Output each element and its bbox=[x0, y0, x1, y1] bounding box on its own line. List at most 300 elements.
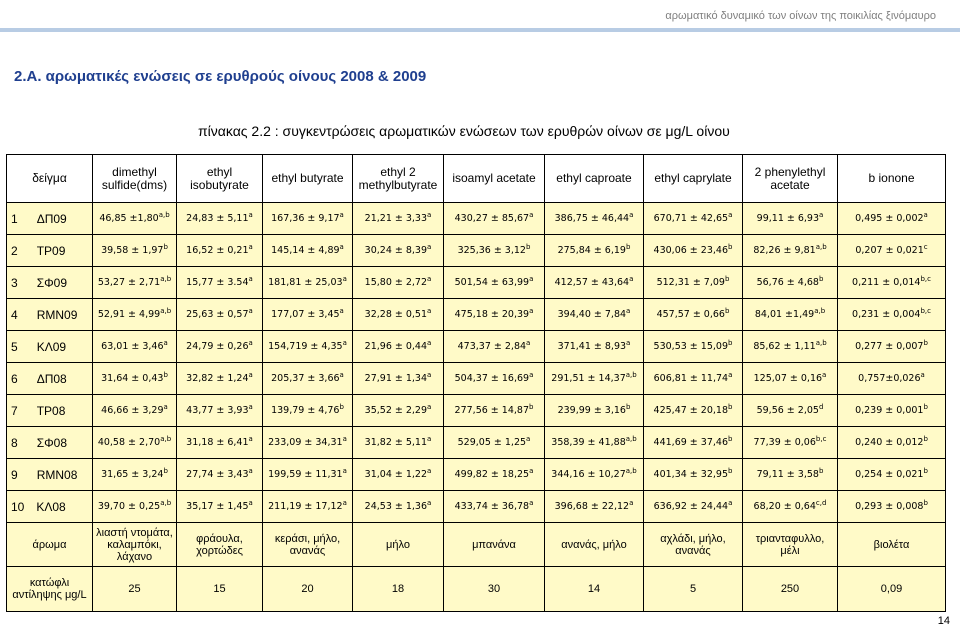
significance-letters: a bbox=[526, 338, 531, 347]
table-row bbox=[7, 459, 946, 491]
significance-letters: b bbox=[727, 466, 733, 475]
threshold-value: 14 bbox=[545, 567, 644, 612]
value-mean-sd: 606,81 ± 11,74 bbox=[653, 373, 729, 384]
value-cell bbox=[177, 235, 263, 267]
value-mean-sd: 21,21 ± 3,33 bbox=[364, 213, 428, 224]
significance-letters: b bbox=[163, 466, 168, 475]
col-header-isoamyl-acetate: isoamyl acetate bbox=[444, 155, 545, 203]
value-cell bbox=[263, 299, 353, 331]
significance-letters: a bbox=[427, 274, 432, 283]
significance-letters: a bbox=[822, 370, 827, 379]
value-cell bbox=[838, 267, 946, 299]
value-mean-sd: 504,37 ± 16,69 bbox=[454, 373, 530, 384]
col-header-sample: δείγμα bbox=[7, 155, 93, 203]
significance-letters: a bbox=[529, 370, 534, 379]
value-mean-sd: 31,04 ± 1,22 bbox=[364, 469, 428, 480]
significance-letters: a,b bbox=[160, 306, 172, 315]
value-mean-sd: 199,59 ± 11,31 bbox=[268, 469, 343, 480]
threshold-row bbox=[7, 567, 946, 612]
value-cell bbox=[353, 427, 444, 459]
significance-letters: a bbox=[529, 466, 534, 475]
aroma-descriptor: φράουλα, χορτώδες bbox=[177, 523, 263, 567]
value-mean-sd: 412,57 ± 43,64 bbox=[554, 277, 630, 288]
value-mean-sd: 79,11 ± 3,58 bbox=[756, 469, 819, 480]
value-cell bbox=[177, 203, 263, 235]
significance-letters: a bbox=[248, 498, 253, 507]
significance-letters: a,b bbox=[815, 242, 827, 251]
aroma-row bbox=[7, 523, 946, 567]
significance-letters: a bbox=[342, 498, 347, 507]
value-mean-sd: 386,75 ± 46,44 bbox=[554, 213, 630, 224]
significance-letters: a bbox=[339, 370, 344, 379]
value-mean-sd: 0,207 ± 0,021 bbox=[855, 245, 924, 256]
value-cell bbox=[545, 235, 644, 267]
significance-letters: b bbox=[923, 466, 928, 475]
value-cell bbox=[263, 363, 353, 395]
significance-letters: b,c bbox=[815, 434, 827, 443]
value-mean-sd: 35,52 ± 2,29 bbox=[364, 405, 428, 416]
col-header-ethyl-caproate: ethyl caproate bbox=[545, 155, 644, 203]
value-cell bbox=[263, 491, 353, 523]
value-mean-sd: 636,92 ± 24,44 bbox=[653, 501, 729, 512]
aroma-descriptor: βιολέτα bbox=[838, 523, 946, 567]
aroma-descriptor: αχλάδι, μήλο, ανανάς bbox=[644, 523, 743, 567]
value-cell bbox=[838, 299, 946, 331]
value-cell bbox=[545, 203, 644, 235]
significance-letters: a bbox=[339, 210, 344, 219]
sample-number: 8 bbox=[11, 435, 18, 450]
value-mean-sd: 239,99 ± 3,16 bbox=[557, 405, 626, 416]
sample-name: ΚΛ09 bbox=[36, 339, 67, 354]
significance-letters: b bbox=[727, 338, 733, 347]
significance-letters: a bbox=[427, 466, 432, 475]
significance-letters: b bbox=[818, 466, 824, 475]
value-mean-sd: 77,39 ± 0,06 bbox=[753, 437, 816, 448]
significance-letters: b bbox=[923, 434, 928, 443]
threshold-label: κατώφλι αντίληψης μg/L bbox=[7, 567, 93, 612]
value-cell bbox=[444, 299, 545, 331]
value-cell bbox=[644, 459, 743, 491]
sample-name: RMN08 bbox=[36, 467, 78, 482]
value-cell bbox=[93, 459, 177, 491]
threshold-value: 0,09 bbox=[838, 567, 946, 612]
value-cell bbox=[353, 363, 444, 395]
significance-letters: b bbox=[818, 274, 824, 283]
value-cell bbox=[177, 267, 263, 299]
significance-letters: a bbox=[819, 210, 824, 219]
significance-letters: b bbox=[727, 242, 733, 251]
header-rule bbox=[0, 28, 960, 32]
table-row bbox=[7, 203, 946, 235]
value-cell bbox=[838, 331, 946, 363]
value-cell bbox=[644, 299, 743, 331]
value-cell bbox=[545, 267, 644, 299]
value-mean-sd: 441,69 ± 37,46 bbox=[653, 437, 728, 448]
significance-letters: b bbox=[525, 242, 531, 251]
table-row bbox=[7, 395, 946, 427]
value-cell bbox=[545, 395, 644, 427]
value-mean-sd: 0,211 ± 0,014 bbox=[852, 277, 921, 288]
threshold-value: 30 bbox=[444, 567, 545, 612]
value-cell bbox=[93, 427, 177, 459]
aroma-descriptor: λιαστή ντομάτα, καλαμπόκι, λάχανο bbox=[93, 523, 177, 567]
sample-cell bbox=[7, 203, 93, 235]
value-cell bbox=[353, 203, 444, 235]
significance-letters: a bbox=[427, 434, 432, 443]
value-mean-sd: 475,18 ± 20,39 bbox=[454, 309, 530, 320]
value-mean-sd: 396,68 ± 22,12 bbox=[554, 501, 630, 512]
document-header-title: αρωματικό δυναμικό των οίνων της ποικιλίας ξινόμαυρο bbox=[665, 10, 936, 22]
significance-letters: a bbox=[728, 498, 733, 507]
value-cell bbox=[177, 427, 263, 459]
value-cell bbox=[444, 363, 545, 395]
value-mean-sd: 15,80 ± 2,72 bbox=[364, 277, 428, 288]
value-cell bbox=[263, 459, 353, 491]
value-cell bbox=[838, 235, 946, 267]
sample-cell bbox=[7, 491, 93, 523]
value-cell bbox=[353, 395, 444, 427]
sample-name: ΣΦ08 bbox=[36, 435, 68, 450]
sample-name: ΤΡ09 bbox=[36, 243, 66, 258]
value-mean-sd: 15,77 ± 3.54 bbox=[186, 277, 249, 288]
value-mean-sd: 39,58 ± 1,97 bbox=[101, 245, 164, 256]
col-header-phenylethyl-acetate: 2 phenylethyl acetate bbox=[743, 155, 838, 203]
sample-number: 5 bbox=[11, 339, 18, 354]
sample-cell bbox=[7, 331, 93, 363]
page-number: 14 bbox=[937, 615, 950, 627]
significance-letters: a bbox=[728, 370, 733, 379]
significance-letters: a bbox=[248, 402, 253, 411]
value-mean-sd: 145,14 ± 4,89 bbox=[271, 245, 340, 256]
value-mean-sd: 0,757±0,026 bbox=[858, 373, 921, 384]
col-header-ethyl-butyrate: ethyl butyrate bbox=[263, 155, 353, 203]
value-mean-sd: 30,24 ± 8,39 bbox=[364, 245, 428, 256]
value-mean-sd: 24,53 ± 1,36 bbox=[364, 501, 428, 512]
sample-cell bbox=[7, 267, 93, 299]
sample-number: 4 bbox=[11, 307, 18, 322]
value-mean-sd: 501,54 ± 63,99 bbox=[454, 277, 530, 288]
value-mean-sd: 401,34 ± 32,95 bbox=[653, 469, 728, 480]
value-cell bbox=[743, 491, 838, 523]
table-header-row bbox=[7, 155, 946, 203]
aroma-label: άρωμα bbox=[7, 523, 93, 567]
value-mean-sd: 211,19 ± 17,12 bbox=[268, 501, 343, 512]
value-cell bbox=[838, 459, 946, 491]
value-mean-sd: 275,84 ± 6,19 bbox=[557, 245, 626, 256]
significance-letters: a bbox=[923, 210, 928, 219]
value-cell bbox=[838, 363, 946, 395]
value-mean-sd: 27,91 ± 1,34 bbox=[364, 373, 428, 384]
value-mean-sd: 25,63 ± 0,57 bbox=[186, 309, 249, 320]
value-mean-sd: 31,64 ± 0,43 bbox=[101, 373, 164, 384]
value-cell bbox=[263, 331, 353, 363]
value-mean-sd: 499,82 ± 18,25 bbox=[454, 469, 530, 480]
value-mean-sd: 46,85 ±1,80 bbox=[99, 213, 159, 224]
col-header-ethyl-isobutyrate: ethyl isobutyrate bbox=[177, 155, 263, 203]
significance-letters: a bbox=[248, 370, 253, 379]
significance-letters: a bbox=[427, 370, 432, 379]
value-cell bbox=[545, 299, 644, 331]
sample-number: 2 bbox=[11, 243, 18, 258]
significance-letters: a bbox=[339, 306, 344, 315]
significance-letters: b bbox=[923, 498, 928, 507]
value-mean-sd: 53,27 ± 2,71 bbox=[97, 277, 161, 288]
threshold-value: 15 bbox=[177, 567, 263, 612]
value-mean-sd: 430,27 ± 85,67 bbox=[454, 213, 530, 224]
value-cell bbox=[444, 203, 545, 235]
value-cell bbox=[444, 491, 545, 523]
significance-letters: a,b bbox=[160, 434, 172, 443]
value-cell bbox=[177, 395, 263, 427]
significance-letters: b bbox=[923, 338, 928, 347]
significance-letters: a bbox=[248, 434, 253, 443]
value-cell bbox=[545, 459, 644, 491]
value-cell bbox=[444, 235, 545, 267]
table-row bbox=[7, 235, 946, 267]
value-cell bbox=[177, 491, 263, 523]
value-cell bbox=[545, 491, 644, 523]
value-mean-sd: 24,79 ± 0,26 bbox=[186, 341, 249, 352]
significance-letters: b bbox=[727, 434, 733, 443]
significance-letters: a bbox=[529, 498, 534, 507]
value-mean-sd: 358,39 ± 41,88 bbox=[551, 437, 626, 448]
value-mean-sd: 425,47 ± 20,18 bbox=[653, 405, 728, 416]
value-mean-sd: 99,11 ± 6,93 bbox=[756, 213, 820, 224]
value-cell bbox=[838, 491, 946, 523]
value-mean-sd: 325,36 ± 3,12 bbox=[457, 245, 526, 256]
value-cell bbox=[353, 267, 444, 299]
significance-letters: b,c bbox=[920, 306, 931, 315]
value-cell bbox=[644, 427, 743, 459]
value-cell bbox=[177, 459, 263, 491]
value-mean-sd: 457,57 ± 0,66 bbox=[656, 309, 725, 320]
value-mean-sd: 31,18 ± 6,41 bbox=[186, 437, 249, 448]
section-title: 2.A. αρωματικές ενώσεις σε ερυθρούς οίνους 2008 & 2009 bbox=[14, 68, 427, 85]
col-header-dms: dimethyl sulfide(dms) bbox=[93, 155, 177, 203]
value-mean-sd: 291,51 ± 14,37 bbox=[551, 373, 626, 384]
significance-letters: a bbox=[248, 338, 253, 347]
value-cell bbox=[644, 267, 743, 299]
value-mean-sd: 16,52 ± 0,21 bbox=[186, 245, 249, 256]
value-cell bbox=[93, 203, 177, 235]
value-cell bbox=[838, 203, 946, 235]
value-cell bbox=[93, 363, 177, 395]
sample-cell bbox=[7, 395, 93, 427]
significance-letters: a,b bbox=[625, 370, 637, 379]
value-cell bbox=[353, 235, 444, 267]
sample-cell bbox=[7, 427, 93, 459]
significance-letters: a,b bbox=[160, 274, 172, 283]
value-cell bbox=[545, 363, 644, 395]
value-mean-sd: 31,65 ± 3,24 bbox=[101, 469, 164, 480]
sample-name: ΤΡ08 bbox=[36, 403, 66, 418]
threshold-value: 250 bbox=[743, 567, 838, 612]
significance-letters: a bbox=[339, 242, 344, 251]
value-mean-sd: 205,37 ± 3,66 bbox=[271, 373, 340, 384]
value-cell bbox=[743, 267, 838, 299]
value-cell bbox=[838, 427, 946, 459]
significance-letters: a bbox=[728, 210, 733, 219]
value-mean-sd: 43,77 ± 3,93 bbox=[186, 405, 249, 416]
value-mean-sd: 529,05 ± 1,25 bbox=[457, 437, 527, 448]
value-cell bbox=[93, 267, 177, 299]
value-cell bbox=[263, 395, 353, 427]
sample-name: ΔΠ08 bbox=[36, 371, 67, 386]
aroma-compounds-table bbox=[6, 154, 946, 612]
value-mean-sd: 0,254 ± 0,021 bbox=[855, 469, 924, 480]
significance-letters: a bbox=[342, 338, 347, 347]
significance-letters: a bbox=[529, 306, 534, 315]
significance-letters: a bbox=[529, 274, 534, 283]
value-mean-sd: 344,16 ± 10,27 bbox=[551, 469, 626, 480]
value-cell bbox=[353, 491, 444, 523]
value-mean-sd: 82,26 ± 9,81 bbox=[753, 245, 816, 256]
value-mean-sd: 21,96 ± 0,44 bbox=[364, 341, 428, 352]
significance-letters: a bbox=[427, 338, 432, 347]
sample-number: 7 bbox=[11, 403, 18, 418]
significance-letters: a bbox=[248, 210, 253, 219]
value-cell bbox=[353, 299, 444, 331]
value-cell bbox=[353, 331, 444, 363]
significance-letters: a bbox=[529, 210, 534, 219]
value-mean-sd: 0,293 ± 0,008 bbox=[855, 501, 924, 512]
col-header-ethyl-2-methylbutyrate: ethyl 2 methylbutyrate bbox=[353, 155, 444, 203]
significance-letters: a bbox=[342, 466, 347, 475]
significance-letters: b bbox=[727, 402, 733, 411]
value-cell bbox=[353, 459, 444, 491]
value-cell bbox=[263, 235, 353, 267]
threshold-value: 25 bbox=[93, 567, 177, 612]
value-mean-sd: 181,81 ± 25,03 bbox=[268, 277, 343, 288]
value-cell bbox=[743, 299, 838, 331]
value-cell bbox=[263, 427, 353, 459]
value-cell bbox=[644, 395, 743, 427]
significance-letters: a bbox=[427, 306, 432, 315]
value-mean-sd: 0,495 ± 0,002 bbox=[855, 213, 924, 224]
value-cell bbox=[644, 331, 743, 363]
aroma-descriptor: κεράσι, μήλο, ανανάς bbox=[263, 523, 353, 567]
value-mean-sd: 0,239 ± 0,001 bbox=[855, 405, 924, 416]
value-cell bbox=[545, 427, 644, 459]
value-cell bbox=[177, 363, 263, 395]
value-mean-sd: 32,82 ± 1,24 bbox=[186, 373, 249, 384]
value-cell bbox=[838, 395, 946, 427]
aroma-descriptor: μήλο bbox=[353, 523, 444, 567]
value-mean-sd: 24,83 ± 5,11 bbox=[186, 213, 249, 224]
sample-cell bbox=[7, 459, 93, 491]
value-cell bbox=[93, 331, 177, 363]
aroma-descriptor: ανανάς, μήλο bbox=[545, 523, 644, 567]
table-caption: πίνακας 2.2 : συγκεντρώσεις αρωματικών ενώσεων των ερυθρών οίνων σε μg/L οίνου bbox=[198, 123, 730, 139]
value-mean-sd: 32,28 ± 0,51 bbox=[364, 309, 428, 320]
significance-letters: c bbox=[923, 242, 928, 251]
sample-number: 6 bbox=[11, 371, 18, 386]
significance-letters: b bbox=[724, 306, 730, 315]
significance-letters: a bbox=[427, 242, 432, 251]
value-mean-sd: 0,277 ± 0,007 bbox=[855, 341, 924, 352]
threshold-value: 20 bbox=[263, 567, 353, 612]
value-mean-sd: 512,31 ± 7,09 bbox=[656, 277, 725, 288]
value-mean-sd: 68,20 ± 0,64 bbox=[753, 501, 816, 512]
value-cell bbox=[743, 395, 838, 427]
value-cell bbox=[743, 235, 838, 267]
value-mean-sd: 0,231 ± 0,004 bbox=[852, 309, 921, 320]
col-header-ethyl-caprylate: ethyl caprylate bbox=[644, 155, 743, 203]
value-cell bbox=[644, 235, 743, 267]
significance-letters: a bbox=[248, 242, 253, 251]
significance-letters: a bbox=[248, 306, 253, 315]
sample-name: ΔΠ09 bbox=[36, 211, 67, 226]
value-mean-sd: 670,71 ± 42,65 bbox=[653, 213, 729, 224]
sample-name: ΣΦ09 bbox=[36, 275, 68, 290]
aroma-descriptor: μπανάνα bbox=[444, 523, 545, 567]
value-mean-sd: 177,07 ± 3,45 bbox=[271, 309, 340, 320]
value-mean-sd: 85,62 ± 1,11 bbox=[753, 341, 816, 352]
value-mean-sd: 39,70 ± 0,25 bbox=[97, 501, 161, 512]
value-mean-sd: 154,719 ± 4,35 bbox=[268, 341, 343, 352]
value-cell bbox=[743, 203, 838, 235]
value-mean-sd: 27,74 ± 3,43 bbox=[186, 469, 249, 480]
significance-letters: a bbox=[427, 210, 432, 219]
sample-cell bbox=[7, 299, 93, 331]
value-cell bbox=[444, 267, 545, 299]
significance-letters: a bbox=[626, 306, 631, 315]
value-mean-sd: 46,66 ± 3,29 bbox=[101, 405, 164, 416]
significance-letters: b bbox=[625, 402, 631, 411]
value-cell bbox=[177, 299, 263, 331]
sample-number: 3 bbox=[11, 275, 18, 290]
value-cell bbox=[263, 267, 353, 299]
value-cell bbox=[444, 331, 545, 363]
value-mean-sd: 139,79 ± 4,76 bbox=[271, 405, 340, 416]
significance-letters: b bbox=[625, 242, 631, 251]
value-cell bbox=[177, 331, 263, 363]
significance-letters: a bbox=[427, 402, 432, 411]
significance-letters: a bbox=[248, 466, 253, 475]
significance-letters: a bbox=[626, 338, 631, 347]
significance-letters: a bbox=[342, 434, 347, 443]
value-cell bbox=[93, 395, 177, 427]
value-mean-sd: 0,240 ± 0,012 bbox=[855, 437, 924, 448]
significance-letters: c,d bbox=[815, 498, 827, 507]
value-mean-sd: 277,56 ± 14,87 bbox=[454, 405, 529, 416]
significance-letters: a,b bbox=[815, 338, 827, 347]
table-row bbox=[7, 363, 946, 395]
value-mean-sd: 530,53 ± 15,09 bbox=[653, 341, 728, 352]
significance-letters: a bbox=[629, 210, 634, 219]
value-mean-sd: 40,58 ± 2,70 bbox=[97, 437, 161, 448]
value-mean-sd: 56,76 ± 4,68 bbox=[756, 277, 819, 288]
col-header-b-ionone: b ionone bbox=[838, 155, 946, 203]
significance-letters: b bbox=[923, 402, 928, 411]
value-cell bbox=[644, 203, 743, 235]
significance-letters: b bbox=[528, 402, 534, 411]
significance-letters: a bbox=[427, 498, 432, 507]
value-cell bbox=[743, 459, 838, 491]
value-cell bbox=[93, 235, 177, 267]
significance-letters: b bbox=[339, 402, 344, 411]
value-cell bbox=[444, 427, 545, 459]
significance-letters: a bbox=[629, 498, 634, 507]
significance-letters: a bbox=[629, 274, 634, 283]
value-mean-sd: 125,07 ± 0,16 bbox=[753, 373, 823, 384]
significance-letters: a,b bbox=[625, 466, 637, 475]
sample-number: 10 bbox=[11, 499, 25, 514]
value-mean-sd: 63,01 ± 3,46 bbox=[101, 341, 164, 352]
sample-number: 9 bbox=[11, 467, 18, 482]
value-mean-sd: 233,09 ± 34,31 bbox=[268, 437, 343, 448]
value-mean-sd: 473,37 ± 2,84 bbox=[457, 341, 527, 352]
